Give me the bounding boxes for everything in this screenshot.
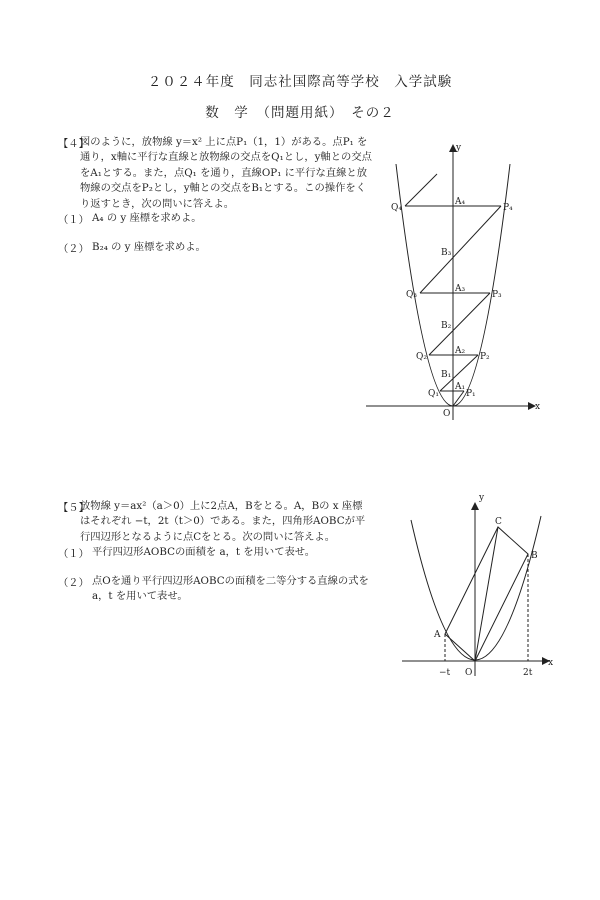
- fig5-tick-2t: 2t: [523, 668, 533, 678]
- fig5-diagonal-oc: [475, 527, 498, 661]
- problem4-q2-number: （２）: [58, 243, 89, 255]
- fig4-label-p3: P₃: [492, 290, 502, 300]
- fig4-label-a1: A₁: [455, 382, 466, 392]
- problem4-number: 【４】: [58, 138, 89, 150]
- fig4-label-q4: Q₄: [391, 203, 402, 213]
- problem4-q1-text: A₄ の y 座標を求めよ。: [92, 212, 202, 224]
- fig4-label-b3: B₃: [441, 248, 452, 258]
- problem4-q1-number: （１）: [58, 214, 89, 226]
- fig4-label-a4: A₄: [455, 197, 466, 207]
- fig4-origin-label: O: [443, 409, 451, 419]
- problem4-q2-text: B₂₄ の y 座標を求めよ。: [92, 241, 206, 253]
- fig5-tick-neg-t: −t: [439, 668, 451, 678]
- fig4-label-b2: B₂: [441, 321, 452, 331]
- fig4-label-q3: Q₃: [406, 290, 417, 300]
- fig5-parabola: [411, 516, 541, 660]
- fig4-x-label: x: [535, 402, 541, 412]
- fig5-label-b: B: [531, 551, 538, 561]
- fig4-label-b1: B₁: [441, 370, 452, 380]
- problem4-text: 図のように，放物線 y＝x² 上に点P₁（1，1）がある。点P₁ を通り，x軸に平行な直線と放物線の交点をQ₁とし，y軸との交点をA₁とする。また，点Q₁ を通り，直線OP₁ に平行な直線と放物線の交点をP₂とし，y軸との交点をB₁とする。この操作をくり返すとき，次の問いに答えよ。: [80, 136, 372, 210]
- fig4-label-p4: P₄: [503, 203, 513, 213]
- fig5-label-c: C: [495, 517, 502, 527]
- fig4-label-a2: A₂: [455, 346, 466, 356]
- problem5-text: 放物線 y＝ax²（a＞0）上に2点A，Bをとる。A，Bの x 座標はそれぞれ −t，2t（t＞0）である。また，四角形AOBCが平行四辺形となるように点Cをとる。次の問いに答えよ。: [80, 500, 366, 543]
- fig5-y-arrow: [471, 502, 479, 510]
- page-subtitle: 数 学 （問題用紙） その２: [205, 105, 395, 121]
- fig4-label-p1: P₁: [466, 389, 476, 399]
- fig4-label-p2: P₂: [480, 352, 490, 362]
- fig5-origin-label: O: [465, 668, 473, 678]
- fig4-label-a3: A₃: [455, 284, 466, 294]
- fig5-y-label: y: [479, 493, 485, 503]
- fig4-label-q1: Q₁: [428, 389, 439, 399]
- problem5-q1-text: 平行四辺形AOBCの面積を a，t を用いて表せ。: [92, 546, 316, 558]
- exam-title: ２０２４年度 同志社国際高等学校 入学試験: [147, 74, 453, 90]
- fig4-label-q2: Q₂: [416, 352, 427, 362]
- fig5-label-a: A: [434, 630, 441, 640]
- fig5-x-label: x: [548, 658, 554, 668]
- problem5-q2-text: 点Oを通り平行四辺形AOBCの面積を二等分する直線の式を a，t を用いて表せ。: [92, 575, 369, 603]
- problem5-q2-number: （２）: [58, 577, 89, 589]
- fig4-y-label: y: [456, 143, 462, 153]
- problem5-q1-number: （１）: [58, 548, 89, 560]
- problem5-number: 【５】: [58, 502, 89, 514]
